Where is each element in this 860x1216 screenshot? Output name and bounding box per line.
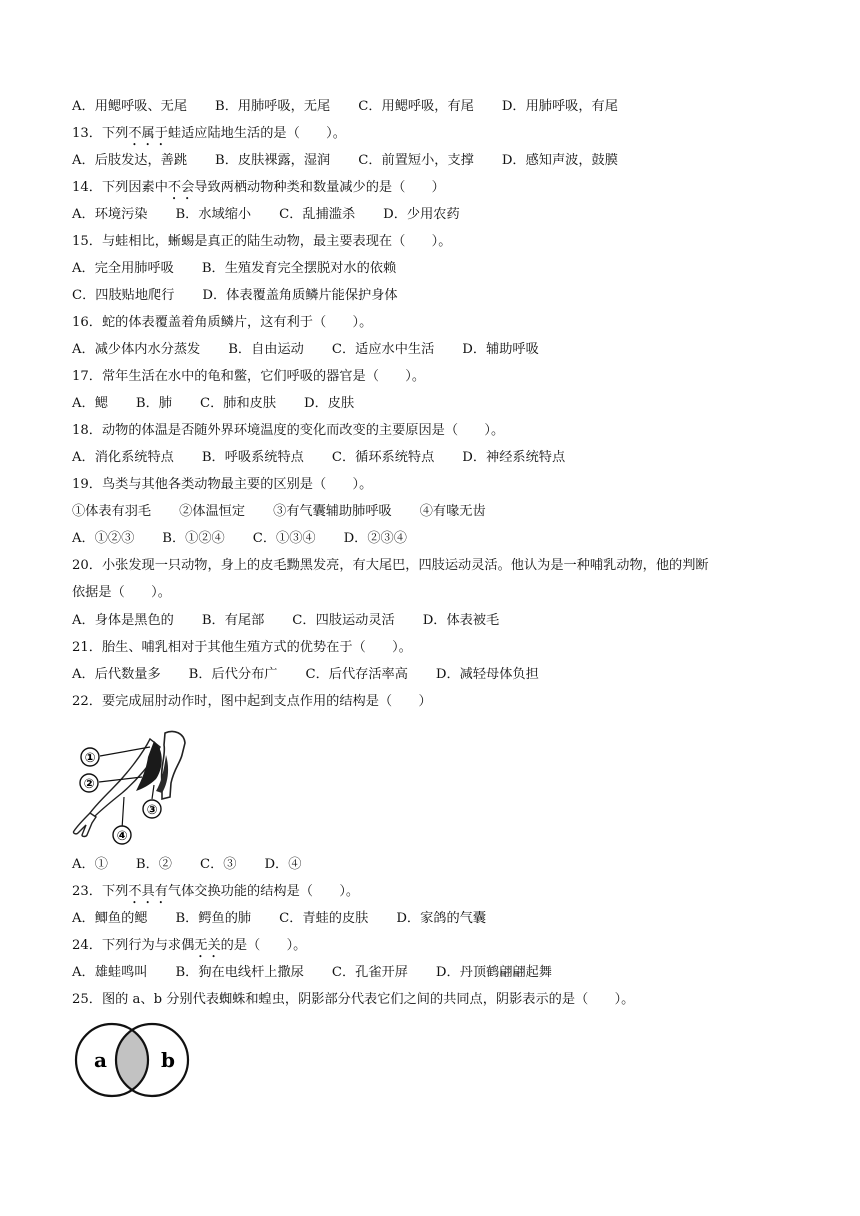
q23-stem-pre: 23．下列 [72, 884, 129, 899]
q15-option-b: B．生殖发育完全摆脱对水的依赖 [201, 261, 397, 276]
q19-options [72, 529, 407, 549]
q19-option-d: D．②③④ [343, 531, 407, 546]
q24-stem-pre: 24．下列行为与求偶 [72, 938, 195, 953]
q12-option-a: A．用鳃呼吸、无尾 [72, 99, 188, 114]
q17-stem: 17．常年生活在水中的龟和鳖，它们呼吸的器官是（ ）。 [72, 369, 426, 384]
q24-options [72, 963, 552, 983]
q25-stem: 25．图的 a、b 分别代表蜘蛛和蝗虫，阴影部分代表它们之间的共同点，阴影表示的是（ ）。 [72, 992, 635, 1007]
figure-label-4 [113, 826, 131, 844]
q15-option-a: A．完全用肺呼吸 [72, 261, 174, 276]
q24-option-b: B．狗在电线杆上撒尿 [175, 965, 304, 980]
q14-stem [72, 178, 445, 203]
svg-text:③: ③ [146, 803, 158, 818]
q13-option-a: A．后肢发达，善跳 [72, 153, 188, 168]
q14-options [72, 205, 460, 225]
hand [73, 813, 96, 837]
figure-label-3 [143, 800, 161, 818]
q14-option-b: B．水域缩小 [175, 207, 252, 222]
q23-emphasis: 不具有 [128, 884, 168, 899]
q20-option-c: C．四肢运动灵活 [292, 613, 395, 628]
q21-option-d: D．减轻母体负担 [435, 667, 539, 682]
q24-stem [72, 936, 306, 961]
q16-options [72, 340, 539, 360]
q22-stem: 22．要完成屈肘动作时，图中起到支点作用的结构是（ ） [72, 694, 432, 709]
svg-text:④: ④ [116, 829, 128, 844]
q19-item-3: ③有气囊辅助肺呼吸 [273, 504, 392, 519]
q13-option-d: D．感知声波，鼓膜 [501, 153, 618, 168]
venn-diagram [68, 1020, 198, 1100]
q20-options [72, 611, 499, 631]
q13-emphasis: 不属于 [128, 126, 168, 141]
q19-items [72, 502, 486, 522]
q17-option-b: B．肺 [135, 396, 172, 411]
q13-stem [72, 124, 346, 149]
q22-option-d: D．④ [264, 857, 302, 872]
venn-label-a: a [94, 1048, 107, 1072]
q19-stem: 19．鸟类与其他各类动物最主要的区别是（ ）。 [72, 477, 373, 492]
q21-option-b: B．后代分布广 [188, 667, 278, 682]
q24-stem-post: 的是（ ）。 [220, 938, 307, 953]
q12-option-d: D．用肺呼吸，有尾 [501, 99, 618, 114]
q20-stem-line2: 依据是（ ）。 [72, 585, 171, 600]
q16-option-c: C．适应水中生活 [331, 342, 435, 357]
q23-stem [72, 882, 359, 907]
q23-option-a: A．鲫鱼的鳃 [72, 911, 148, 926]
q21-option-a: A．后代数量多 [72, 667, 161, 682]
q18-option-b: B．呼吸系统特点 [201, 450, 304, 465]
q18-option-d: D．神经系统特点 [462, 450, 566, 465]
figure-label-2 [80, 774, 98, 792]
q17-option-c: C．肺和皮肤 [199, 396, 277, 411]
q14-option-d: D．少用农药 [383, 207, 460, 222]
q15-options-row1 [72, 259, 396, 279]
q15-option-d: D．体表覆盖角质鳞片能保护身体 [202, 288, 398, 303]
q24-option-d: D．丹顶鹤翩翩起舞 [435, 965, 552, 980]
q14-emphasis: 不会 [167, 180, 195, 195]
q24-emphasis: 无关 [194, 938, 221, 953]
q14-stem-post: 导致两栖动物种类和数量减少的是（ ） [194, 180, 445, 195]
q22-option-b: B．② [135, 857, 172, 872]
q21-option-c: C．后代存活率高 [305, 667, 408, 682]
q19-option-a: A．①②③ [72, 531, 135, 546]
q12-options [72, 97, 618, 117]
q12-option-b: B．用肺呼吸，无尾 [215, 99, 331, 114]
q13-option-c: C．前置短小，支撑 [358, 153, 474, 168]
q18-stem: 18．动物的体温是否随外界环境温度的变化而改变的主要原因是（ ）。 [72, 423, 505, 438]
q17-option-a: A．鳃 [72, 396, 108, 411]
q20-option-d: D．体表被毛 [422, 613, 500, 628]
q21-stem: 21．胎生、哺乳相对于其他生殖方式的优势在于（ ）。 [72, 640, 412, 655]
q23-option-d: D．家鸽的气囊 [396, 911, 487, 926]
q24-option-c: C．孔雀开屏 [331, 965, 408, 980]
q20-option-a: A．身体是黑色的 [72, 613, 174, 628]
q22-option-a: A．① [72, 857, 108, 872]
figure-label-1 [81, 748, 99, 766]
q15-stem: 15．与蛙相比，蜥蜴是真正的陆生动物，最主要表现在（ ）。 [72, 234, 452, 249]
q19-item-4: ④有喙无齿 [419, 504, 486, 519]
q16-option-b: B．自由运动 [228, 342, 304, 357]
q14-stem-pre: 14．下列因素中 [72, 180, 168, 195]
q13-stem-post: 蛙适应陆地生活的是（ ）。 [167, 126, 346, 141]
q12-option-c: C．用鳃呼吸，有尾 [358, 99, 474, 114]
q23-options [72, 909, 486, 929]
q16-stem: 16．蛇的体表覆盖着角质鳞片，这有利于（ ）。 [72, 315, 373, 330]
q15-option-c: C．四肢贴地爬行 [72, 288, 175, 303]
q19-item-1: ①体表有羽毛 [72, 504, 152, 519]
q13-options [72, 151, 618, 171]
q23-stem-post: 气体交换功能的结构是（ ）。 [167, 884, 360, 899]
q20-stem-line1: 20．小张发现一只动物，身上的皮毛黝黑发亮，有大尾巴，四肢运动灵活。他认为是一种哺乳动物，他的判断 [72, 558, 709, 573]
q14-option-c: C．乱捕滥杀 [279, 207, 356, 222]
q23-option-b: B．鳄鱼的肺 [175, 911, 252, 926]
q17-options [72, 394, 354, 414]
q20-option-b: B．有尾部 [201, 613, 265, 628]
q19-option-c: C．①③④ [252, 531, 316, 546]
q15-options-row2 [72, 286, 398, 306]
q18-options [72, 448, 565, 468]
q24-option-a: A．雄蛙鸣叫 [72, 965, 148, 980]
venn-label-b: b [161, 1048, 175, 1072]
q16-option-a: A．减少体内水分蒸发 [72, 342, 201, 357]
q18-option-a: A．消化系统特点 [72, 450, 174, 465]
q19-option-b: B．①②④ [162, 531, 225, 546]
q16-option-d: D．辅助呼吸 [462, 342, 539, 357]
q17-option-d: D．皮肤 [304, 396, 355, 411]
q14-option-a: A．环境污染 [72, 207, 148, 222]
svg-text:②: ② [83, 777, 95, 792]
svg-text:①: ① [84, 751, 96, 766]
elbow-joint-figure [70, 725, 200, 845]
q22-options [72, 855, 301, 875]
q18-option-c: C．循环系统特点 [331, 450, 435, 465]
q23-option-c: C．青蛙的皮肤 [279, 911, 369, 926]
q13-option-b: B．皮肤裸露，湿润 [215, 153, 331, 168]
q21-options [72, 665, 539, 685]
q22-option-c: C．③ [199, 857, 237, 872]
q19-item-2: ②体温恒定 [179, 504, 246, 519]
q13-stem-pre: 13．下列 [72, 126, 129, 141]
